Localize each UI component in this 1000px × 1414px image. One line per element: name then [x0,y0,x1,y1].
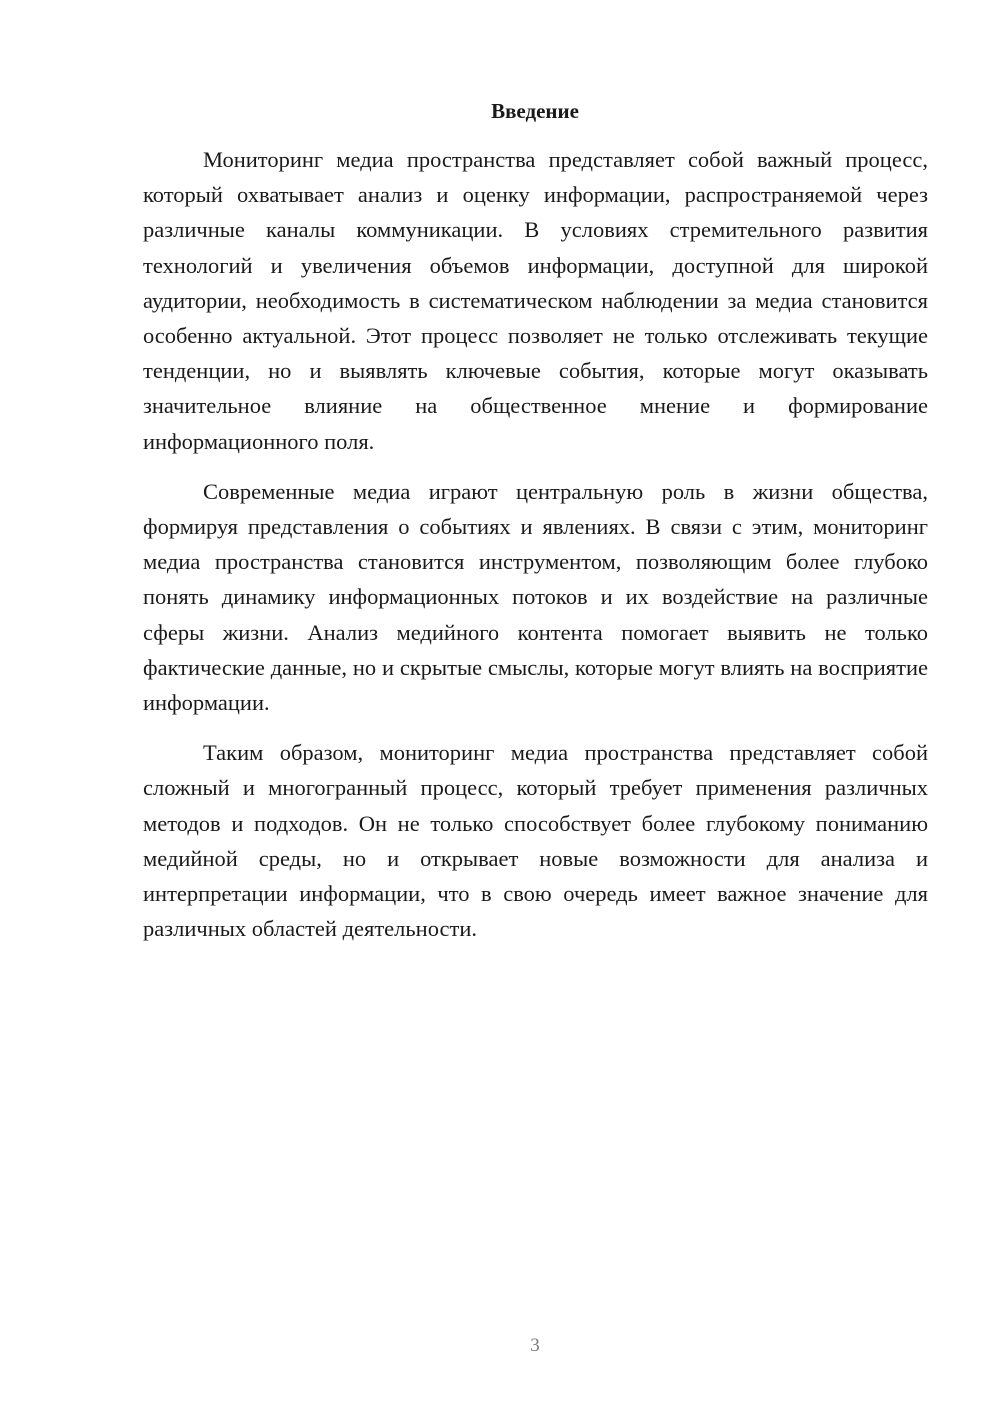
paragraph-3: Таким образом, мониторинг медиа пространства представляет собой сложный и многогранный процесс, который требует применения различных методов и подходов. Он не только способствует более глубокому пониманию медийной среды, но и открывает новые возможности для анализа и интерпретации информации, что в свою очередь имеет важное значение для различных областей деятельности. [143,740,928,942]
body-text [143,142,928,946]
section-heading: Введение [491,99,579,123]
paragraph-1: Мониторинг медиа пространства представляет собой важный процесс, который охватывает анализ и оценку информации, распространяемой через различные каналы коммуникации. В условиях стремительного развития технологий и увеличения объемов информации, доступной для широкой аудитории, необходимость в систематическом наблюдении за медиа становится особенно актуальной. Этот процесс позволяет не только отслеживать текущие тенденции, но и выявлять ключевые события, которые могут оказывать значительное влияние на общественное мнение и формирование информационного поля. [143,147,928,454]
page-number: 3 [530,1335,540,1356]
paragraph-2: Современные медиа играют центральную роль в жизни общества, формируя представления о событиях и явлениях. В связи с этим, мониторинг медиа пространства становится инструментом, позволяющим более глубоко понять динамику информационных потоков и их воздействие на различные сферы жизни. Анализ медийного контента помогает выявить не только фактические данные, но и скрытые смыслы, которые могут влиять на восприятие информации. [143,478,928,716]
